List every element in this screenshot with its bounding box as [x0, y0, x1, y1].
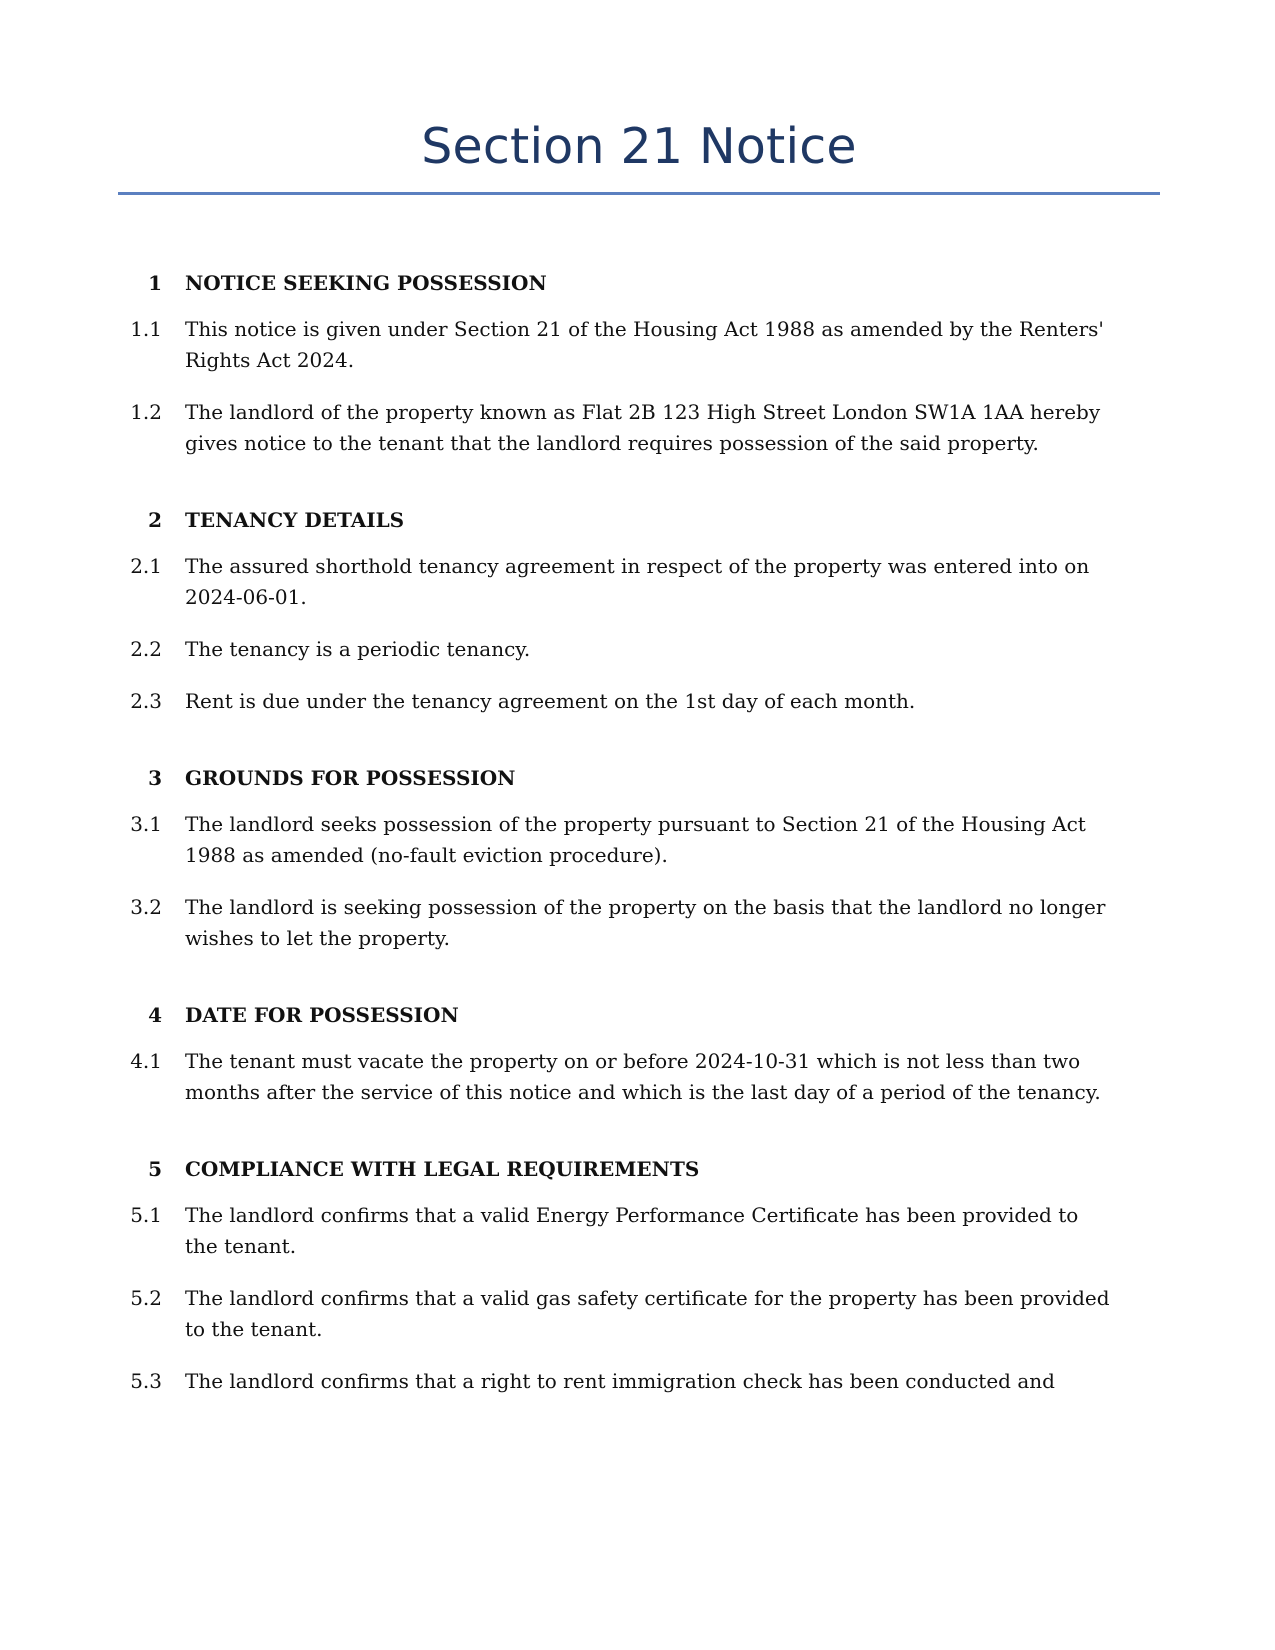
section-number: 4 — [148, 1003, 162, 1027]
section — [0, 270, 1275, 459]
clause-number: 3.1 — [130, 812, 162, 836]
clause-number: 2.1 — [130, 554, 162, 578]
clause — [0, 1200, 1275, 1262]
clause-text: The assured shorthold tenancy agreement in respect of the property was entered into on 2024-06-01. — [185, 554, 1090, 609]
document-title: Section 21 Notice — [421, 118, 857, 175]
clause — [0, 1283, 1275, 1345]
clause — [0, 809, 1275, 871]
clause — [0, 1046, 1275, 1108]
clause — [0, 892, 1275, 954]
section-heading — [0, 1002, 1275, 1028]
section-heading — [0, 765, 1275, 791]
section-title: DATE FOR POSSESSION — [185, 1003, 459, 1027]
section-title: NOTICE SEEKING POSSESSION — [185, 271, 547, 295]
clause-number: 5.3 — [130, 1369, 162, 1393]
section-number: 5 — [148, 1157, 162, 1181]
clause-number: 5.1 — [130, 1203, 162, 1227]
section — [0, 507, 1275, 717]
clause-number: 5.2 — [130, 1286, 162, 1310]
section — [0, 1156, 1275, 1397]
section-number: 3 — [148, 766, 162, 790]
section-heading — [0, 1156, 1275, 1182]
clause — [0, 314, 1275, 376]
section-title: TENANCY DETAILS — [185, 508, 405, 532]
clause-number: 2.3 — [130, 689, 162, 713]
section — [0, 765, 1275, 954]
clause-text: The landlord of the property known as Flat 2B 123 High Street London SW1A 1AA hereby gives notice to the tenant that the landlord requires possession of the said property. — [185, 400, 1101, 455]
clause — [0, 1366, 1275, 1397]
clause — [0, 397, 1275, 459]
clause-number: 4.1 — [130, 1049, 162, 1073]
clause — [0, 551, 1275, 613]
clause-text: The landlord confirms that a valid gas safety certificate for the property has been provided to the tenant. — [185, 1286, 1110, 1341]
clause-text: Rent is due under the tenancy agreement on the 1st day of each month. — [185, 689, 916, 713]
clause-text: The tenant must vacate the property on or before 2024-10-31 which is not less than two months after the service of this notice and which is the last day of a period of the tenancy. — [185, 1049, 1101, 1104]
clause-text: The tenancy is a periodic tenancy. — [185, 637, 531, 661]
section-number: 1 — [148, 271, 162, 295]
section — [0, 1002, 1275, 1108]
section-heading — [0, 270, 1275, 296]
section-title: COMPLIANCE WITH LEGAL REQUIREMENTS — [185, 1157, 700, 1181]
clause-number: 2.2 — [130, 637, 162, 661]
document-body — [0, 270, 1275, 1445]
clause — [0, 686, 1275, 717]
clause-text: The landlord is seeking possession of the property on the basis that the landlord no longer wishes to let the property. — [185, 895, 1106, 950]
clause-number: 1.1 — [130, 317, 162, 341]
clause-text: This notice is given under Section 21 of the Housing Act 1988 as amended by the Renters' Rights Act 2024. — [185, 317, 1104, 372]
section-heading — [0, 507, 1275, 533]
clause-text: The landlord confirms that a right to rent immigration check has been conducted and — [185, 1369, 1055, 1393]
clause-text: The landlord seeks possession of the property pursuant to Section 21 of the Housing Act 1988 as amended (no-fault eviction procedure). — [185, 812, 1086, 867]
section-number: 2 — [148, 508, 162, 532]
clause-number: 3.2 — [130, 895, 162, 919]
clause — [0, 634, 1275, 665]
title-underline — [118, 192, 1160, 195]
clause-text: The landlord confirms that a valid Energy Performance Certificate has been provided to the tenant. — [185, 1203, 1079, 1258]
section-title: GROUNDS FOR POSSESSION — [185, 766, 516, 790]
clause-number: 1.2 — [130, 400, 162, 424]
